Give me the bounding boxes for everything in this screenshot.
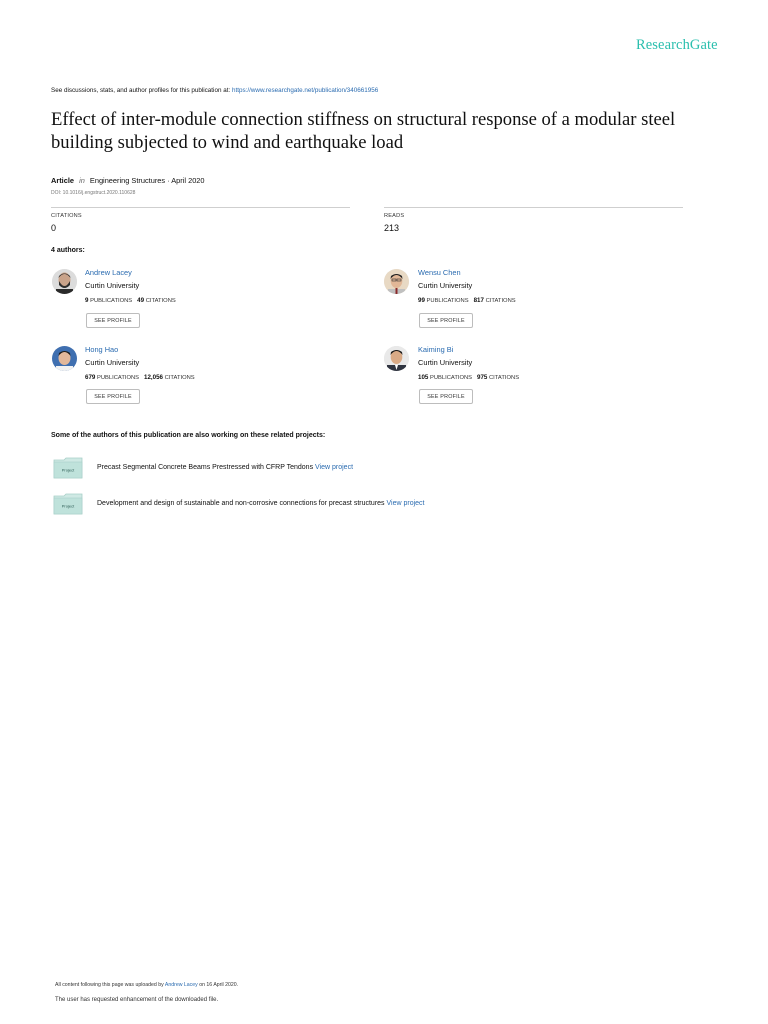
citations-label: CITATIONS: [489, 375, 520, 381]
author-stats: [418, 297, 516, 304]
citations-count: 12,056: [144, 374, 163, 381]
person-photo-icon: [52, 346, 77, 371]
reads-divider: [384, 207, 683, 208]
avatar[interactable]: [384, 269, 409, 294]
publications-label: PUBLICATIONS: [90, 298, 133, 304]
publications-label: PUBLICATIONS: [96, 375, 140, 381]
project-title: Precast Segmental Concrete Beams Prestressed with CFRP Tendons: [97, 464, 316, 471]
person-photo-icon: [384, 346, 409, 371]
publication-meta: [51, 176, 205, 185]
related-projects-heading: Some of the authors of this publication are also working on these related projects:: [51, 432, 326, 439]
publications-count: 105: [418, 374, 429, 381]
paper-title: Effect of inter-module connection stiffness on structural response of a modular steel building subjected to wind and earthquake load: [51, 109, 676, 153]
citations-label: CITATIONS: [145, 298, 176, 304]
uploader-link[interactable]: Andrew Lacey: [164, 982, 198, 988]
publications-count: 9: [85, 297, 89, 304]
author-institution: Curtin University: [85, 358, 140, 367]
upload-note: [55, 982, 238, 988]
author-institution: Curtin University: [85, 281, 140, 290]
see-profile-button[interactable]: SEE PROFILE: [419, 389, 473, 404]
author-stats: [418, 374, 519, 381]
avatar[interactable]: [384, 346, 409, 371]
publications-label: PUBLICATIONS: [426, 298, 469, 304]
avatar[interactable]: [52, 346, 77, 371]
reads-label: READS: [384, 213, 405, 219]
citations-label: CITATIONS: [51, 213, 82, 219]
authors-heading: 4 authors:: [51, 247, 85, 254]
discussion-line: [51, 87, 378, 94]
in-word: in: [79, 176, 85, 185]
author-institution: Curtin University: [418, 281, 473, 290]
citations-label: CITATIONS: [485, 298, 516, 304]
view-project-link[interactable]: View project: [386, 500, 425, 507]
view-project-link[interactable]: View project: [315, 464, 354, 471]
author-stats: [85, 297, 176, 304]
see-profile-button[interactable]: SEE PROFILE: [419, 313, 473, 328]
publications-count: 679: [85, 374, 96, 381]
researchgate-logo[interactable]: ResearchGate: [636, 37, 718, 53]
person-photo-icon: [52, 269, 77, 294]
author-name-link[interactable]: Andrew Lacey: [85, 268, 132, 277]
see-profile-button[interactable]: SEE PROFILE: [86, 389, 140, 404]
author-institution: Curtin University: [418, 358, 473, 367]
publications-label: PUBLICATIONS: [429, 375, 473, 381]
project-icon-label: Project: [61, 467, 75, 473]
author-name-link[interactable]: Hong Hao: [85, 345, 119, 354]
see-profile-button[interactable]: SEE PROFILE: [86, 313, 140, 328]
author-name-link[interactable]: Wensu Chen: [418, 268, 461, 277]
reads-value: 213: [384, 223, 400, 233]
citations-label: CITATIONS: [164, 375, 195, 381]
project-icon-label: Project: [61, 503, 75, 509]
citations-count: 975: [477, 374, 488, 381]
publication-url-link[interactable]: https://www.researchgate.net/publication/340661956: [231, 87, 379, 94]
article-type: Article: [51, 176, 75, 185]
citations-count: 817: [473, 297, 484, 304]
project-folder-icon: [53, 493, 83, 515]
journal-date: Engineering Structures · April 2020: [89, 176, 205, 185]
project-item: [97, 464, 353, 471]
project-folder-icon: [53, 457, 83, 479]
person-photo-icon: [384, 269, 409, 294]
author-stats: [85, 374, 195, 381]
avatar[interactable]: [52, 269, 77, 294]
citations-value: 0: [51, 223, 57, 233]
author-name-link[interactable]: Kaiming Bi: [418, 345, 454, 354]
citations-divider: [51, 207, 350, 208]
project-title: Development and design of sustainable and non-corrosive connections for precast structures: [97, 500, 387, 507]
discussion-text: See discussions, stats, and author profiles for this publication at:: [51, 87, 232, 94]
citations-count: 49: [137, 297, 145, 304]
enhancement-note: The user has requested enhancement of the downloaded file.: [55, 997, 219, 1003]
project-item: [97, 500, 425, 507]
upload-suffix: on 16 April 2020.: [197, 982, 239, 988]
publications-count: 99: [418, 297, 425, 304]
upload-prefix: All content following this page was uploaded by: [55, 982, 165, 988]
doi: DOI: 10.1016/j.engstruct.2020.110628: [51, 190, 136, 196]
